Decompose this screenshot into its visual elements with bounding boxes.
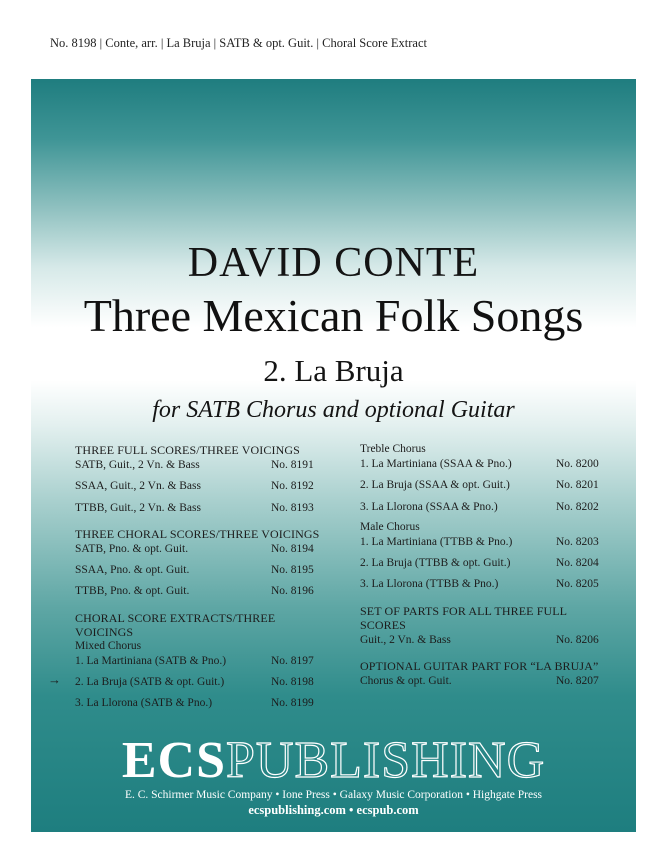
catalog-item-number: No. 8204 — [556, 557, 599, 570]
work-title: Three Mexican Folk Songs — [83, 290, 584, 341]
catalog-item-number: No. 8203 — [556, 535, 599, 548]
catalog-item-label: 2. La Bruja (SATB & opt. Guit.) — [75, 676, 225, 689]
catalog-item-label: SSAA, Guit., 2 Vn. & Bass — [75, 480, 201, 493]
catalog-row — [360, 673, 604, 694]
catalog-item-label: TTBB, Guit., 2 Vn. & Bass — [75, 501, 201, 514]
catalog-left-column — [48, 443, 325, 717]
catalog-item-label: 1. La Martiniana (SATB & Pno.) — [75, 654, 227, 667]
catalog-row — [75, 500, 325, 521]
catalog-row — [75, 562, 325, 583]
logo-publishing: PUBLISHING — [226, 732, 546, 789]
catalog-item-label: 2. La Bruja (SSAA & opt. Guit.) — [360, 479, 510, 492]
choral-scores-heading: THREE CHORAL SCORES/THREE VOICINGS — [75, 526, 320, 541]
catalog-row — [360, 534, 604, 555]
catalog-row — [75, 541, 325, 562]
catalog-item-label: 3. La Llorona (TTBB & Pno.) — [360, 578, 499, 591]
catalog-item-number: No. 8191 — [271, 459, 314, 471]
catalog-item-number: No. 8207 — [556, 675, 599, 688]
catalog-item-label: Guit., 2 Vn. & Bass — [360, 633, 451, 646]
catalog-item-number: No. 8199 — [271, 697, 314, 710]
catalog-item-number: No. 8198 — [271, 676, 314, 689]
catalog-row — [360, 632, 604, 653]
catalog-item-label: Chorus & opt. Guit. — [360, 675, 452, 688]
publisher-logo — [31, 732, 636, 789]
catalog-row — [75, 478, 325, 499]
publisher-imprints: E. C. Schirmer Music Company • Ione Press • Galaxy Music Corporation • Highgate Press — [124, 789, 543, 801]
catalog-item-number: No. 8197 — [271, 654, 314, 667]
catalog-item-number: No. 8205 — [556, 578, 599, 591]
catalog-item-label: SSAA, Pno. & opt. Guit. — [75, 564, 190, 577]
catalog-item-label: TTBB, Pno. & opt. Guit. — [75, 585, 190, 598]
catalog-item-number: No. 8195 — [271, 564, 314, 577]
catalog-item-label: 3. La Llorona (SATB & Pno.) — [75, 697, 213, 710]
treble-chorus-heading: Treble Chorus — [360, 443, 426, 455]
scoring-line: for SATB Chorus and optional Guitar — [152, 397, 515, 423]
catalog-row — [75, 583, 325, 604]
right-arrow-icon: → — [48, 672, 61, 688]
catalog-item-number: No. 8206 — [556, 633, 599, 646]
catalog-row — [360, 456, 604, 477]
catalog-item-label: SATB, Guit., 2 Vn. & Bass — [75, 459, 200, 471]
catalog-item-number: No. 8193 — [271, 501, 314, 514]
composer-name: DAVID CONTE — [187, 240, 480, 286]
catalog-item-number: No. 8202 — [556, 500, 599, 513]
catalog-row — [360, 499, 604, 520]
catalog-row — [360, 477, 604, 498]
catalog-item-number: No. 8194 — [271, 542, 314, 555]
catalog-header-line: No. 8198 | Conte, arr. | La Bruja | SATB & opt. Guit. | Choral Score Extract — [50, 36, 427, 50]
catalog-item-label: 2. La Bruja (TTBB & opt. Guit.) — [360, 557, 511, 570]
catalog-row-current — [48, 672, 325, 695]
catalog-item-label: SATB, Pno. & opt. Guit. — [75, 542, 189, 555]
catalog-row — [360, 576, 604, 597]
mixed-chorus-subheading: Mixed Chorus — [75, 639, 142, 652]
catalog-row — [360, 555, 604, 576]
logo-ecs: ECS — [121, 732, 226, 789]
catalog-item-label: 1. La Martiniana (SSAA & Pno.) — [360, 458, 512, 470]
extracts-heading: CHORAL SCORE EXTRACTS/THREE VOICINGS — [75, 610, 276, 639]
catalog-item-label: 3. La Llorona (SSAA & Pno.) — [360, 500, 498, 513]
male-chorus-heading: Male Chorus — [360, 520, 420, 533]
full-scores-heading: THREE FULL SCORES/THREE VOICINGS — [75, 443, 300, 457]
publisher-websites: ecspublishing.com • ecspub.com — [248, 803, 419, 817]
score-cover — [31, 79, 636, 832]
catalog-item-number: No. 8200 — [556, 458, 599, 470]
catalog-item-label: 1. La Martiniana (TTBB & Pno.) — [360, 535, 513, 548]
catalog-item-number: No. 8192 — [271, 480, 314, 493]
catalog-item-number: No. 8201 — [556, 479, 599, 492]
catalog-item-number: No. 8196 — [271, 585, 314, 598]
song-subtitle: 2. La Bruja — [263, 353, 404, 388]
parts-heading: SET OF PARTS FOR ALL THREE FULL SCORES — [360, 603, 567, 632]
catalog-row — [75, 695, 325, 716]
guitar-part-heading: OPTIONAL GUITAR PART FOR “LA BRUJA” — [360, 659, 599, 674]
catalog-row — [75, 653, 325, 674]
catalog-right-column — [360, 442, 604, 694]
catalog-row — [75, 457, 325, 478]
